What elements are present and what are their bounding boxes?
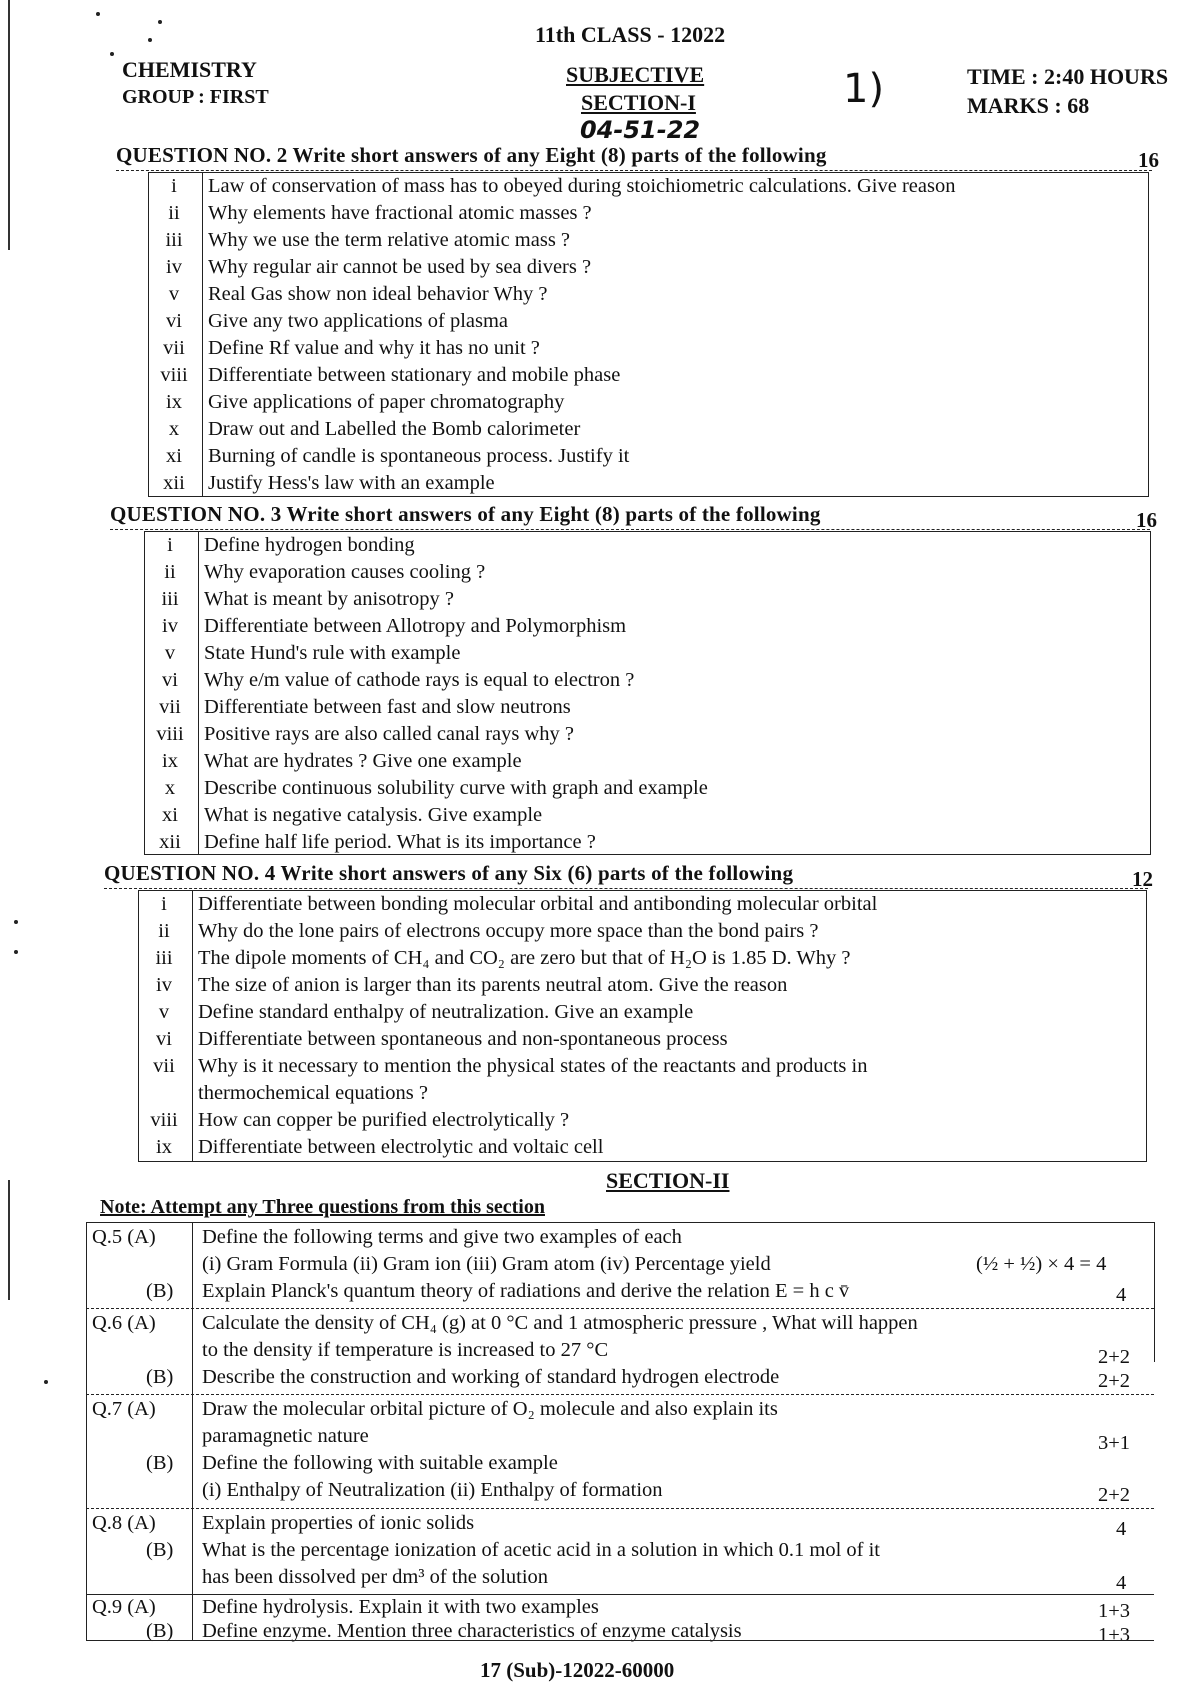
item-number: iv (156, 974, 172, 996)
q4-marks: 12 (1132, 867, 1153, 891)
row-label: Q.8 (A) (92, 1512, 156, 1534)
scan-speck (96, 12, 100, 16)
row-marks: 1+3 (1098, 1600, 1131, 1622)
q3-box (144, 531, 1151, 855)
item-text: Describe continuous solubility curve with graph and example (204, 777, 708, 799)
item-text: Justify Hess's law with an example (208, 472, 495, 494)
q2-divider (202, 173, 203, 496)
item-number: viii (156, 723, 184, 745)
item-text: Differentiate between bonding molecular orbital and antibonding molecular orbital (198, 893, 878, 915)
row-marks: 3+1 (1098, 1432, 1131, 1454)
item-text: Why evaporation causes cooling ? (204, 561, 486, 583)
item-text: Differentiate between electrolytic and voltaic cell (198, 1136, 604, 1158)
handwritten-mark: 1) (843, 66, 885, 112)
scan-speck (14, 920, 18, 924)
q2-box (148, 172, 1149, 497)
subject-title: CHEMISTRY (122, 57, 257, 82)
item-text: Define standard enthalpy of neutralization. Give an example (198, 1001, 694, 1023)
item-text: State Hund's rule with example (204, 642, 461, 664)
q2-rule (116, 170, 1152, 171)
item-number: xii (159, 831, 181, 853)
row-text: Define the following with suitable example (202, 1452, 558, 1474)
row-label: Q.6 (A) (92, 1312, 156, 1334)
row-text: What is the percentage ionization of acetic acid in a solution in which 0.1 mol of it (202, 1539, 881, 1561)
paper-type: SUBJECTIVE (566, 62, 705, 87)
item-number: iv (166, 256, 182, 278)
scan-speck (158, 20, 162, 24)
row-marks: 2+2 (1098, 1484, 1131, 1506)
item-number: vi (162, 669, 178, 691)
item-number: vii (153, 1055, 175, 1077)
row-text: Calculate the density of CH₄ (g) at 0 °C and 1 atmospheric pressure , What will happen (202, 1312, 918, 1334)
section-1-title: SECTION-I (581, 90, 696, 115)
item-number: ii (158, 920, 170, 942)
scan-speck (148, 38, 152, 42)
row-text: Describe the construction and working of standard hydrogen electrode (202, 1366, 780, 1388)
section-2-note: Note: Attempt any Three questions from this section (100, 1196, 545, 1218)
row-marks: 2+2 (1098, 1370, 1131, 1392)
class-line: 11th CLASS - 12022 (535, 22, 726, 47)
item-text: Why e/m value of cathode rays is equal to electron ? (204, 669, 635, 691)
item-text: Why elements have fractional atomic masses ? (208, 202, 592, 224)
scan-speck (44, 1380, 48, 1384)
row-text: paramagnetic nature (202, 1425, 369, 1447)
item-number: v (168, 283, 180, 305)
row-text: (i) Gram Formula (ii) Gram ion (iii) Gram atom (iv) Percentage yield (202, 1253, 771, 1275)
row-marks: 1+3 (1098, 1624, 1131, 1646)
item-text: Positive rays are also called canal rays why ? (204, 723, 575, 745)
item-text: Real Gas show non ideal behavior Why ? (208, 283, 548, 305)
scan-edge-line (8, 1180, 10, 1300)
item-number: viii (150, 1109, 178, 1131)
row-label: (B) (146, 1539, 174, 1561)
item-text: The dipole moments of CH₄ and CO₂ are zero but that of H₂O is 1.85 D. Why ? (198, 947, 851, 969)
row-separator (86, 1308, 1154, 1309)
footer-code: 17 (Sub)-12022-60000 (480, 1658, 675, 1682)
item-number: i (171, 175, 177, 197)
item-text: Law of conservation of mass has to obeyed during stoichiometric calculations. Give reason (208, 175, 956, 197)
q3-marks: 16 (1136, 508, 1157, 532)
q3-divider (198, 532, 199, 854)
item-number: vi (166, 310, 182, 332)
item-number: x (164, 777, 176, 799)
row-text: Define hydrolysis. Explain it with two examples (202, 1596, 599, 1618)
item-text: Why is it necessary to mention the physical states of the reactants and products in (198, 1055, 868, 1077)
item-text: Differentiate between spontaneous and non-spontaneous process (198, 1028, 728, 1050)
marks-label: MARKS : 68 (967, 93, 1090, 118)
item-text: Define half life period. What is its importance ? (204, 831, 596, 853)
item-number: xii (163, 472, 185, 494)
item-number: ii (168, 202, 180, 224)
item-text: Draw out and Labelled the Bomb calorimeter (208, 418, 581, 440)
table-right-rule (1154, 1222, 1155, 1362)
row-marks: (½ + ½) × 4 = 4 (976, 1253, 1107, 1275)
table-bottom-rule (86, 1640, 1154, 1641)
item-number: xi (166, 445, 182, 467)
item-number: i (161, 893, 167, 915)
scan-speck (14, 950, 18, 954)
section-2-table (86, 1222, 1154, 1646)
section-2-title: SECTION-II (606, 1168, 730, 1193)
item-number: v (164, 642, 176, 664)
row-text: Define enzyme. Mention three characteristics of enzyme catalysis (202, 1620, 742, 1642)
row-text: Explain Planck's quantum theory of radiations and derive the relation E = h c v̄ (202, 1280, 850, 1302)
row-marks: 4 (1116, 1572, 1127, 1594)
item-text: Differentiate between stationary and mobile phase (208, 364, 621, 386)
scan-edge-line (8, 0, 10, 250)
row-label: (B) (146, 1452, 174, 1474)
item-number: iv (162, 615, 178, 637)
item-number: vii (163, 337, 185, 359)
item-number: iii (161, 588, 179, 610)
row-marks: 2+2 (1098, 1346, 1131, 1368)
row-label: (B) (146, 1280, 174, 1302)
q4-box (138, 890, 1147, 1162)
item-text: Give applications of paper chromatography (208, 391, 565, 413)
row-label: (B) (146, 1620, 174, 1642)
row-text: Explain properties of ionic solids (202, 1512, 475, 1534)
q4-divider (192, 891, 193, 1161)
row-text: Define the following terms and give two examples of each (202, 1226, 682, 1248)
row-marks: 4 (1116, 1518, 1127, 1540)
item-number: iii (165, 229, 183, 251)
item-number: ix (162, 750, 178, 772)
row-separator (86, 1594, 1154, 1595)
item-number: v (158, 1001, 170, 1023)
item-text: Define Rf value and why it has no unit ? (208, 337, 540, 359)
q4-rule (104, 888, 1148, 889)
item-number: ix (156, 1136, 172, 1158)
q2-marks: 16 (1138, 148, 1159, 172)
row-label: (B) (146, 1366, 174, 1388)
item-number: ix (166, 391, 182, 413)
item-text: Why do the lone pairs of electrons occupy more space than the bond pairs ? (198, 920, 819, 942)
q2-title: QUESTION NO. 2 Write short answers of any Eight (8) parts of the following (116, 143, 827, 167)
item-text: Give any two applications of plasma (208, 310, 509, 332)
item-number: vii (159, 696, 181, 718)
table-left-rule (86, 1222, 87, 1640)
item-number: vi (156, 1028, 172, 1050)
row-label: Q.5 (A) (92, 1226, 156, 1248)
q3-rule (110, 529, 1150, 530)
item-text: Burning of candle is spontaneous process. Justify it (208, 445, 630, 467)
item-text: Define hydrogen bonding (204, 534, 415, 556)
row-text: (i) Enthalpy of Neutralization (ii) Enthalpy of formation (202, 1479, 663, 1501)
table-label-divider (192, 1222, 193, 1640)
item-number: viii (160, 364, 188, 386)
item-text: How can copper be purified electrolytically ? (198, 1109, 570, 1131)
row-text: to the density if temperature is increased to 27 °C (202, 1339, 609, 1361)
item-text: What is meant by anisotropy ? (204, 588, 454, 610)
item-number: xi (162, 804, 178, 826)
handwritten-date: 04-51-22 (580, 116, 701, 144)
item-number: ii (164, 561, 176, 583)
table-top-rule (86, 1222, 1154, 1223)
row-text: has been dissolved per dm³ of the solution (202, 1566, 549, 1588)
group-label: GROUP : FIRST (122, 86, 269, 108)
item-text: What is negative catalysis. Give example (204, 804, 543, 826)
item-text: What are hydrates ? Give one example (204, 750, 522, 772)
item-text: thermochemical equations ? (198, 1082, 428, 1104)
row-marks: 4 (1116, 1284, 1127, 1306)
item-text: The size of anion is larger than its parents neutral atom. Give the reason (198, 974, 788, 996)
item-text: Differentiate between Allotropy and Polymorphism (204, 615, 627, 637)
item-number: iii (155, 947, 173, 969)
q4-title: QUESTION NO. 4 Write short answers of any Six (6) parts of the following (104, 861, 794, 885)
item-number: i (167, 534, 173, 556)
item-number: x (168, 418, 180, 440)
item-text: Why we use the term relative atomic mass ? (208, 229, 571, 251)
time-label: TIME : 2:40 HOURS (967, 64, 1169, 89)
q3-title: QUESTION NO. 3 Write short answers of any Eight (8) parts of the following (110, 502, 821, 526)
row-label: Q.9 (A) (92, 1596, 156, 1618)
row-label: Q.7 (A) (92, 1398, 156, 1420)
row-separator (86, 1508, 1154, 1509)
row-separator (86, 1394, 1154, 1395)
item-text: Differentiate between fast and slow neutrons (204, 696, 571, 718)
item-text: Why regular air cannot be used by sea divers ? (208, 256, 592, 278)
row-text: Draw the molecular orbital picture of O₂ molecule and also explain its (202, 1398, 778, 1420)
scan-speck (110, 52, 114, 56)
